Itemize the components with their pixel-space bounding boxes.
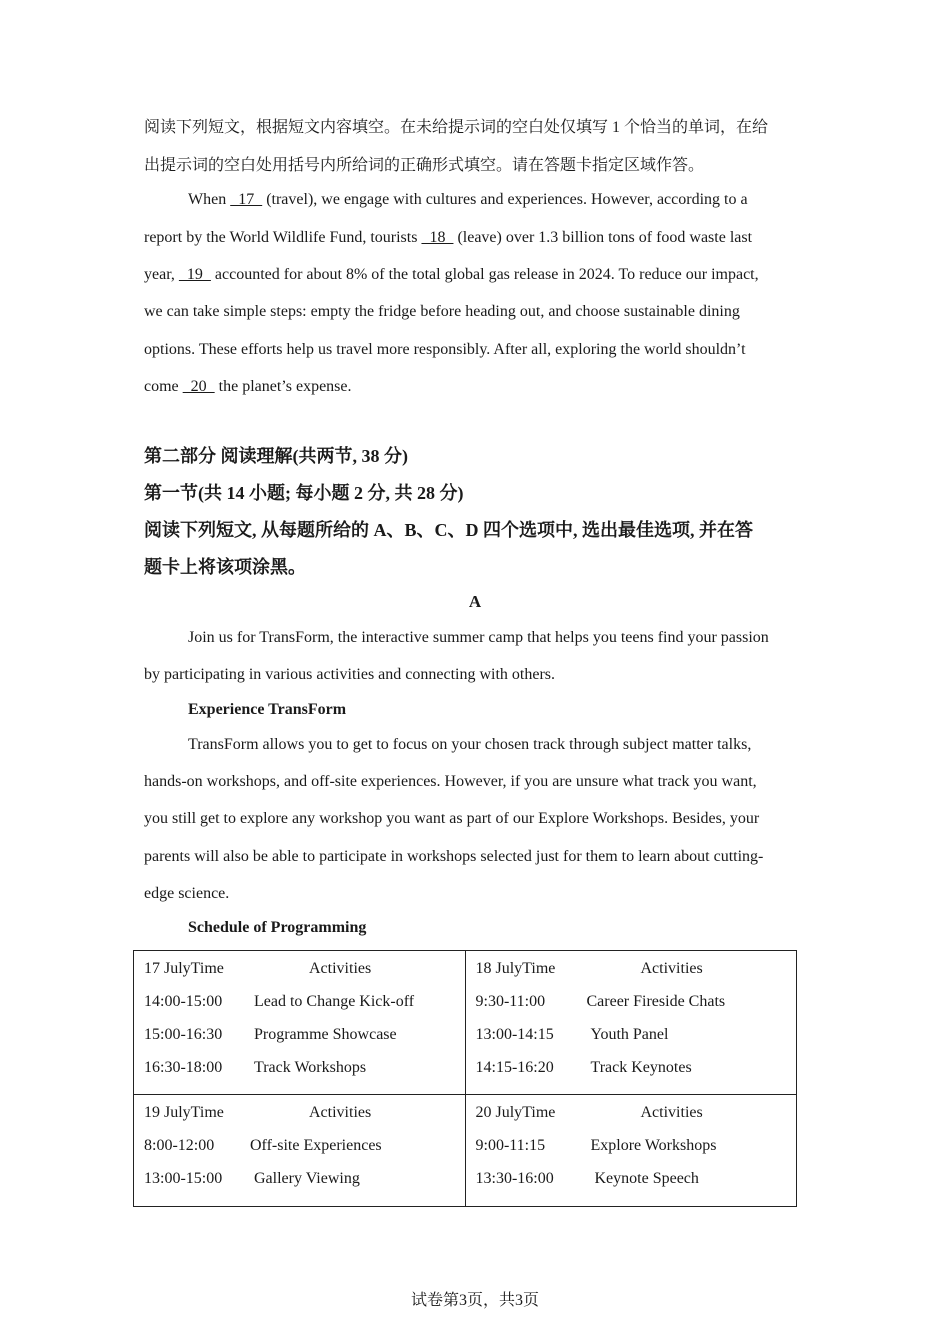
cloze-line-6: come 20 the planet’s expense. xyxy=(144,378,352,395)
time-slot: 9:00-11:15 xyxy=(475,1137,546,1154)
activity-name: Gallery Viewing xyxy=(254,1170,360,1187)
time-slot: 14:15-16:20 xyxy=(475,1059,554,1076)
time-slot: 13:00-14:15 xyxy=(475,1026,554,1043)
time-slot: 14:00-15:00 xyxy=(144,993,223,1010)
body-line-2: hands-on workshops, and off-site experiences. However, if you are unsure what track you want, xyxy=(144,773,757,790)
cloze-line-1: When 17 (travel), we engage with cultures and experiences. However, according to a xyxy=(188,191,748,208)
day-label: 18 JulyTime xyxy=(475,960,556,977)
body-line-4: parents will also be able to participate in workshops selected just for them to learn about cutting- xyxy=(144,848,764,865)
blank-17: 17 xyxy=(230,191,263,208)
day-label: 20 JulyTime xyxy=(475,1104,556,1121)
activities-header: Activities xyxy=(640,1104,703,1121)
activity-name: Programme Showcase xyxy=(254,1026,397,1043)
blank-19: 19 xyxy=(178,266,211,283)
activities-header: Activities xyxy=(640,960,703,977)
schedule-day-18 xyxy=(465,951,797,1095)
time-slot: 13:30-16:00 xyxy=(475,1170,554,1187)
passage-title: A xyxy=(468,592,482,611)
blank-18: 18 xyxy=(421,229,454,246)
page-footer: 试卷第3页，共3页 xyxy=(410,1292,539,1309)
cloze-line-4: we can take simple steps: empty the fridge before heading out, and choose sustainable dining xyxy=(144,303,740,320)
activity-name: Keynote Speech xyxy=(594,1170,699,1187)
activity-name: Youth Panel xyxy=(590,1026,669,1043)
activity-name: Track Workshops xyxy=(254,1059,367,1076)
body-line-3: you still get to explore any workshop you want as part of our Explore Workshops. Besides, your xyxy=(144,810,760,827)
activity-name: Career Fireside Chats xyxy=(586,993,726,1010)
time-slot: 9:30-11:00 xyxy=(475,993,546,1010)
time-slot: 15:00-16:30 xyxy=(144,1026,223,1043)
part2-instruction-2: 题卡上将该项涂黑。 xyxy=(144,557,306,577)
activity-name: Explore Workshops xyxy=(590,1137,717,1154)
activity-name: Track Keynotes xyxy=(590,1059,692,1076)
day-label: 17 JulyTime xyxy=(144,960,224,977)
day-label: 19 JulyTime xyxy=(144,1104,224,1121)
activities-header: Activities xyxy=(309,1104,372,1121)
section1-heading: 第一节(共 14 小题; 每小题 2 分, 共 28 分) xyxy=(144,483,464,503)
schedule-day-20 xyxy=(465,1095,797,1207)
schedule-day-19 xyxy=(134,1095,466,1207)
part2-heading: 第二部分 阅读理解(共两节, 38 分) xyxy=(144,446,408,466)
intro-line-2: by participating in various activities and connecting with others. xyxy=(144,666,556,683)
body-line-5: edge science. xyxy=(144,885,230,902)
blank-20: 20 xyxy=(182,378,215,395)
schedule-table xyxy=(133,950,797,1207)
instruction-line-2: 出提示词的空白处用括号内所给词的正确形式填空。请在答题卡指定区域作答。 xyxy=(144,157,705,174)
activities-header: Activities xyxy=(309,960,372,977)
cloze-line-5: options. These efforts help us travel more responsibly. After all, exploring the world shouldn’t xyxy=(144,341,746,358)
part2-instruction-1: 阅读下列短文, 从每题所给的 A、B、C、D 四个选项中, 选出最佳选项, 并在答 xyxy=(144,520,753,540)
subheading-schedule: Schedule of Programming xyxy=(188,919,367,936)
intro-line-1: Join us for TransForm, the interactive summer camp that helps you teens find your passion xyxy=(188,629,769,646)
cloze-line-2: report by the World Wildlife Fund, tourists 18 (leave) over 1.3 billion tons of food waste last xyxy=(144,229,753,246)
body-line-1: TransForm allows you to get to focus on your chosen track through subject matter talks, xyxy=(188,736,752,753)
time-slot: 8:00-12:00 xyxy=(144,1137,215,1154)
cloze-line-3: year, 19 accounted for about 8% of the total global gas release in 2024. To reduce our impact, xyxy=(144,266,759,283)
activity-name: Off-site Experiences xyxy=(250,1137,382,1154)
time-slot: 13:00-15:00 xyxy=(144,1170,223,1187)
schedule-day-17 xyxy=(134,951,466,1095)
instruction-line-1: 阅读下列短文，根据短文内容填空。在未给提示词的空白处仅填写 1 个恰当的单词，在给 xyxy=(144,119,769,136)
subheading-experience: Experience TransForm xyxy=(188,701,347,718)
time-slot: 16:30-18:00 xyxy=(144,1059,223,1076)
activity-name: Lead to Change Kick-off xyxy=(254,993,415,1010)
